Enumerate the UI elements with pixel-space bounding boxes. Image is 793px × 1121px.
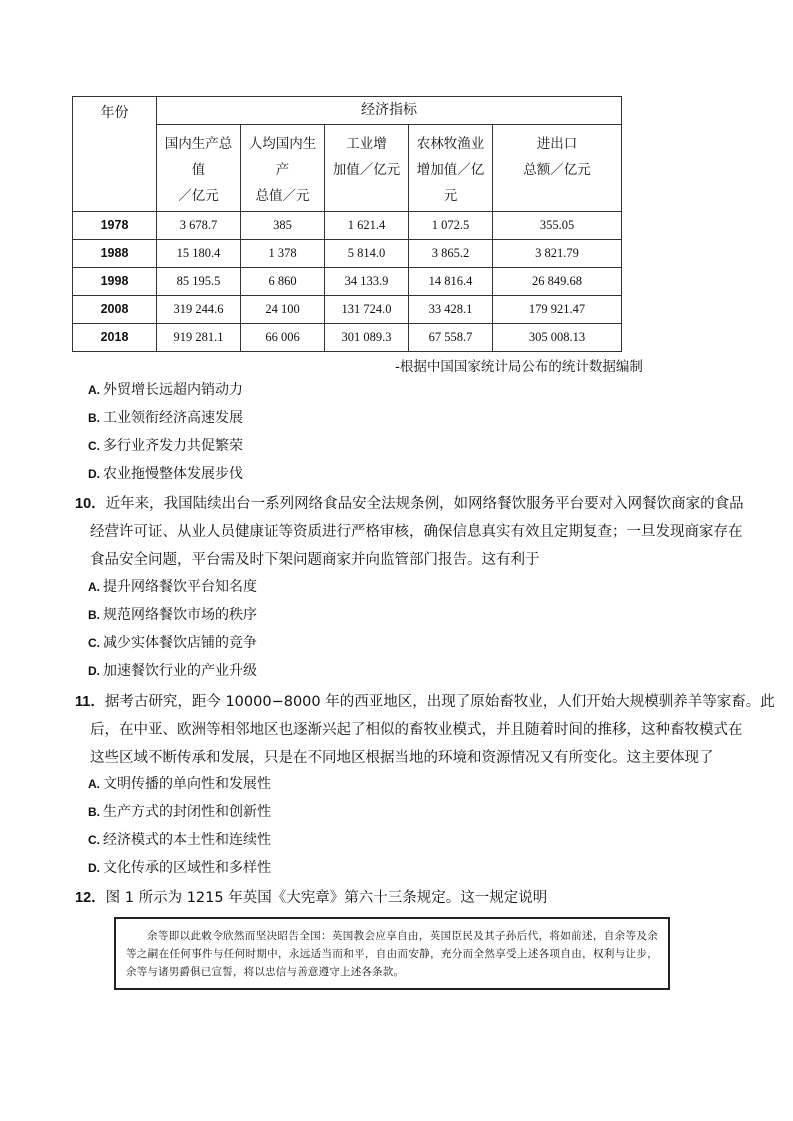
year-cell: 2018 — [73, 324, 157, 352]
table-row — [73, 240, 622, 268]
table-cell: 34 133.9 — [325, 268, 409, 296]
table-row — [73, 268, 622, 296]
table-row — [73, 296, 622, 324]
table-cell: 1 378 — [241, 240, 325, 268]
table-source-note: -根据中国国家统计局公布的统计数据编制 — [395, 359, 643, 375]
q10-option-a[interactable]: A. 提升网络餐饮平台知名度 — [88, 579, 257, 595]
q10-option-b[interactable]: B. 规范网络餐饮市场的秩序 — [88, 607, 257, 623]
year-cell: 1978 — [73, 212, 157, 240]
table-cell: 301 089.3 — [325, 324, 409, 352]
indicators-group-header: 经济指标 — [157, 97, 622, 125]
table-cell: 67 558.7 — [409, 324, 493, 352]
table-cell: 3 821.79 — [493, 240, 622, 268]
table-cell: 305 008.13 — [493, 324, 622, 352]
table-cell: 66 006 — [241, 324, 325, 352]
question-11-stem: 11．据考古研究，距今 10000−8000 年的西亚地区，出现了原始畜牧业，人们开始大规模驯养羊等家畜。此 后，在中亚、欧洲等相邻地区也逐渐兴起了相似的畜牧业模式，并且随着时间的推移，这种畜牧模式在 这些区域不断传承和发展，只是在不同地区根据当地的环境和资源情况又有所变化。这主要体现了 — [75, 694, 775, 766]
table-cell: 5 814.0 — [325, 240, 409, 268]
table-cell: 179 921.47 — [493, 296, 622, 324]
q9-option-d[interactable]: D. 农业拖慢整体发展步伐 — [88, 466, 243, 482]
table-cell: 131 724.0 — [325, 296, 409, 324]
year-column-header: 年份 — [73, 97, 157, 212]
gdp-column-header: 国内生产总 值 ／亿元 — [157, 125, 241, 212]
economic-indicators-table — [72, 96, 622, 352]
q9-option-c[interactable]: C. 多行业齐发力共促繁荣 — [88, 438, 243, 454]
table-cell: 919 281.1 — [157, 324, 241, 352]
table-cell: 26 849.68 — [493, 268, 622, 296]
q11-option-c[interactable]: C. 经济模式的本土性和连续性 — [88, 832, 271, 848]
table-row — [73, 324, 622, 352]
table-cell: 1 621.4 — [325, 212, 409, 240]
question-12-stem: 12．图 1 所示为 1215 年英国《大宪章》第六十三条规定。这一规定说明 — [75, 890, 548, 906]
q11-option-a[interactable]: A. 文明传播的单向性和发展性 — [88, 776, 271, 792]
table-cell: 33 428.1 — [409, 296, 493, 324]
year-cell: 1988 — [73, 240, 157, 268]
table-cell: 6 860 — [241, 268, 325, 296]
table-cell: 385 — [241, 212, 325, 240]
import-export-column-header: 进出口 总额／亿元 — [493, 125, 622, 212]
table-cell: 3 865.2 — [409, 240, 493, 268]
agriculture-value-added-column-header: 农林牧渔业 增加值／亿 元 — [409, 125, 493, 212]
q11-option-b[interactable]: B. 生产方式的封闭性和创新性 — [88, 804, 271, 820]
year-cell: 2008 — [73, 296, 157, 324]
table-cell: 1 072.5 — [409, 212, 493, 240]
table-cell: 355.05 — [493, 212, 622, 240]
year-cell: 1998 — [73, 268, 157, 296]
table-row — [73, 212, 622, 240]
gdp-per-capita-column-header: 人均国内生 产 总值／元 — [241, 125, 325, 212]
table-cell: 24 100 — [241, 296, 325, 324]
q9-option-b[interactable]: B. 工业领衔经济高速发展 — [88, 410, 243, 426]
q10-option-d[interactable]: D. 加速餐饮行业的产业升级 — [88, 663, 257, 679]
magna-carta-excerpt-box — [114, 917, 670, 990]
table-cell: 15 180.4 — [157, 240, 241, 268]
question-10-stem: 10．近年来，我国陆续出台一系列网络食品安全法规条例，如网络餐饮服务平台要对入网餐饮商家的食品 经营许可证、从业人员健康证等资质进行严格审核，确保信息真实有效且定期复查；一旦发现商家存在 食品安全问题，平台需及时下架问题商家并向监管部门报告。这有利于 — [75, 496, 744, 568]
table-cell: 14 816.4 — [409, 268, 493, 296]
table-cell: 3 678.7 — [157, 212, 241, 240]
table-cell: 85 195.5 — [157, 268, 241, 296]
q9-option-a[interactable]: A. 外贸增长远超内销动力 — [88, 382, 243, 398]
table-cell: 319 244.6 — [157, 296, 241, 324]
q11-option-d[interactable]: D. 文化传承的区域性和多样性 — [88, 860, 271, 876]
q10-option-c[interactable]: C. 减少实体餐饮店铺的竞争 — [88, 635, 257, 651]
magna-carta-excerpt-text: 余等即以此敕令欣然而坚决昭告全国：英国教会应享自由，英国臣民及其子孙后代，将如前述，自余等及余等之嗣在任何事件与任何时期中，永远适当而和平，自由而安静，充分而全然享受上述各项自由，权利与让步，余等与诸男爵俱已宣誓，将以忠信与善意遵守上述各条款。 — [126, 930, 658, 978]
industry-value-added-column-header: 工业增 加值／亿元 — [325, 125, 409, 212]
